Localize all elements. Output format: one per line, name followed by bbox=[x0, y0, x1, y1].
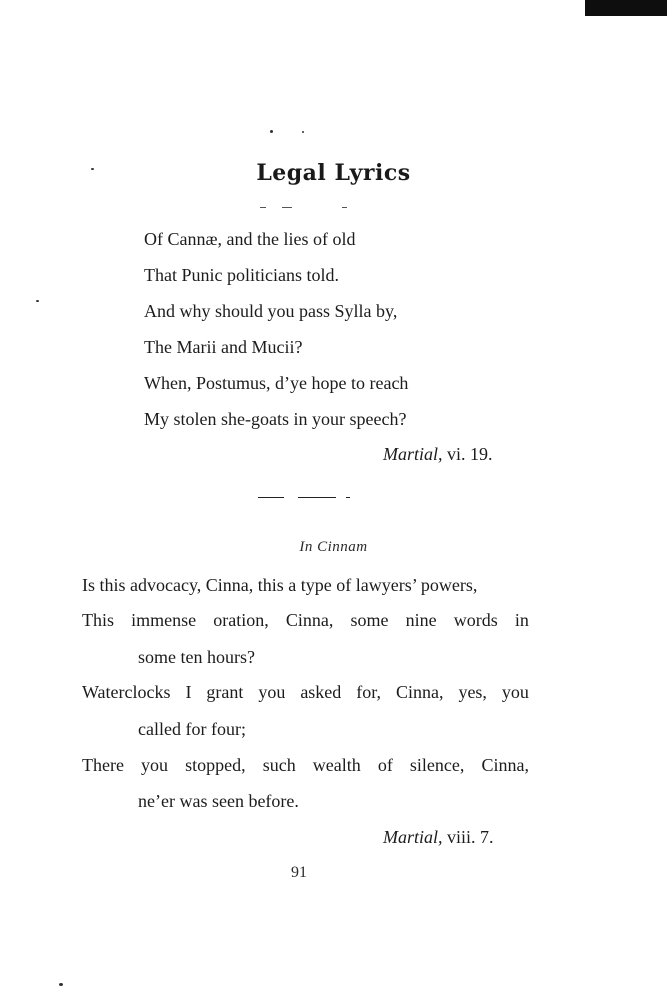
verse-word: silence, bbox=[409, 755, 465, 775]
verse-word: you bbox=[501, 682, 529, 702]
verse-word: wealth bbox=[312, 755, 361, 775]
page-number: 91 bbox=[291, 864, 307, 881]
verse-word: for, bbox=[356, 682, 382, 702]
scan-speck bbox=[270, 130, 273, 133]
attribution-reference: viii. 7. bbox=[442, 827, 494, 847]
verse-line-justified bbox=[82, 681, 529, 703]
verse-word: you bbox=[258, 682, 286, 702]
verse-word: nine bbox=[405, 610, 437, 630]
verse-word: I bbox=[185, 682, 192, 702]
verse-line: Is this advocacy, Cinna, this a type of lawyers’ powers, bbox=[82, 575, 478, 595]
verse-word: immense bbox=[131, 610, 197, 630]
verse-word: Cinna, bbox=[481, 755, 529, 775]
verse-line-justified bbox=[82, 609, 529, 631]
verse-line-justified bbox=[82, 754, 529, 776]
verse-line: When, Postumus, d’ye hope to reach bbox=[144, 373, 409, 393]
verse-word: some bbox=[350, 610, 389, 630]
verse-line-continuation: some ten hours? bbox=[138, 647, 255, 667]
section-divider bbox=[258, 497, 358, 500]
verse-word: Cinna, bbox=[395, 682, 444, 702]
scan-speck bbox=[36, 300, 39, 302]
verse-word: yes, bbox=[458, 682, 487, 702]
attribution-author: Martial, bbox=[383, 827, 443, 847]
attribution-author: Martial, bbox=[383, 444, 443, 464]
verse-line-continuation: ne’er was seen before. bbox=[138, 791, 299, 811]
verse-line: My stolen she-goats in your speech? bbox=[144, 409, 407, 429]
attribution bbox=[383, 443, 493, 465]
verse-word: grant bbox=[206, 682, 244, 702]
verse-line-continuation: called for four; bbox=[138, 719, 246, 739]
verse-word: in bbox=[514, 610, 529, 630]
verse-word: Cinna, bbox=[285, 610, 334, 630]
verse-line: And why should you pass Sylla by, bbox=[144, 301, 398, 321]
verse-word: This bbox=[82, 610, 115, 630]
running-header: Legal Lyrics bbox=[256, 160, 411, 186]
scan-speck bbox=[302, 131, 304, 133]
verse-word: you bbox=[141, 755, 169, 775]
scan-speck bbox=[59, 983, 63, 986]
verse-word: stopped, bbox=[185, 755, 246, 775]
poem-title: In Cinnam bbox=[299, 539, 368, 555]
attribution bbox=[383, 826, 494, 848]
verse-word: words bbox=[453, 610, 498, 630]
verse-word: oration, bbox=[213, 610, 269, 630]
header-ornament bbox=[258, 207, 358, 210]
verse-word: of bbox=[377, 755, 393, 775]
verse-word: asked bbox=[300, 682, 342, 702]
attribution-reference: vi. 19. bbox=[442, 444, 493, 464]
verse-line: The Marii and Mucii? bbox=[144, 337, 303, 357]
scan-corner-mark bbox=[585, 0, 667, 16]
verse-line: Of Cannæ, and the lies of old bbox=[144, 229, 356, 249]
verse-word: There bbox=[82, 755, 124, 775]
verse-word: such bbox=[262, 755, 296, 775]
verse-line: That Punic politicians told. bbox=[144, 265, 339, 285]
verse-word: Waterclocks bbox=[82, 682, 171, 702]
